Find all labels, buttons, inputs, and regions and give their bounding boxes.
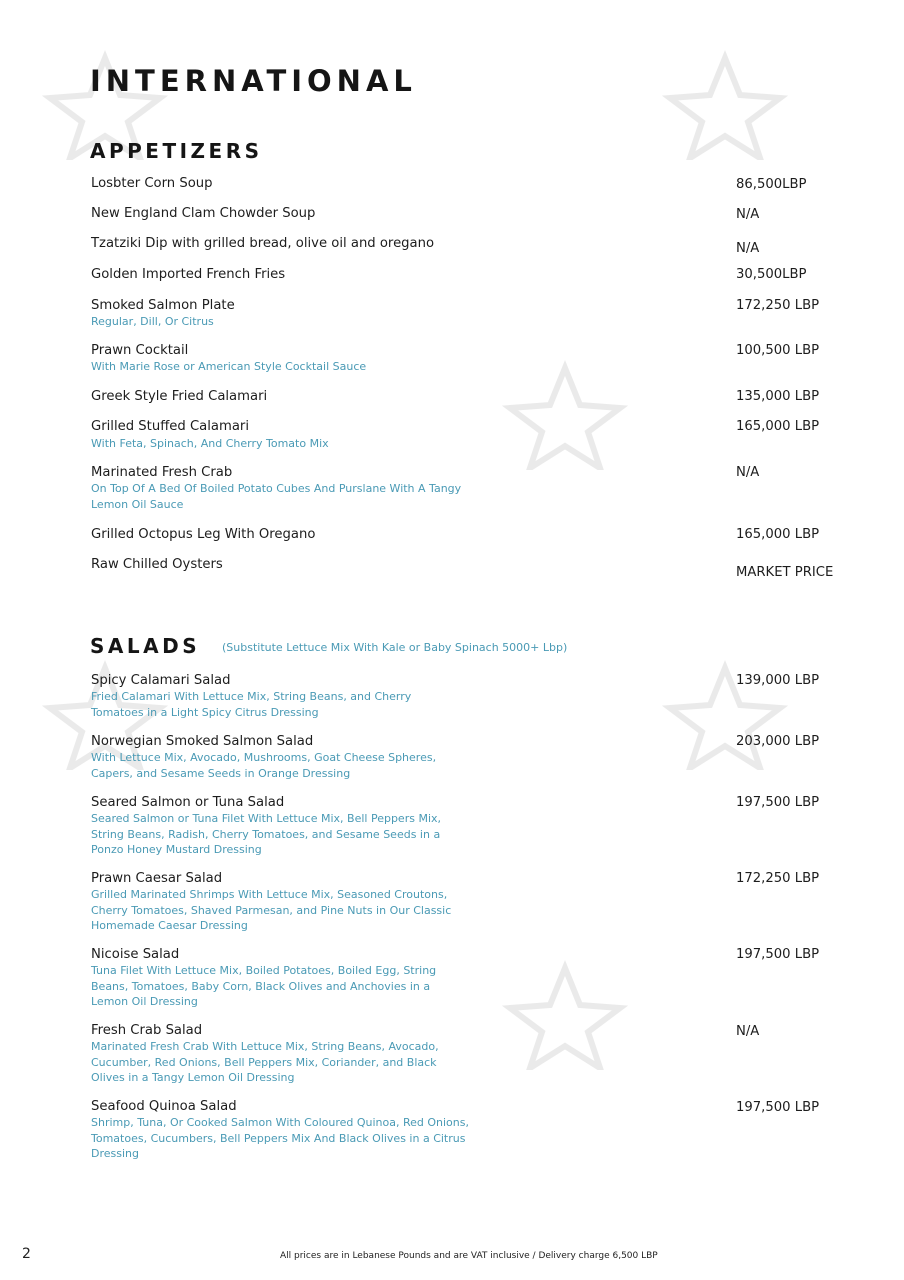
item-name: Marinated Fresh Crab (91, 465, 233, 480)
item-description: Grilled Marinated Shrimps With Lettuce Mix, Seasoned Croutons, Cherry Tomatoes, Shaved Parmesan, and Pine Nuts in Our Classic Homemade Caesar Dressing (91, 888, 452, 932)
item-name: New England Clam Chowder Soup (91, 206, 316, 221)
item-name: Smoked Salmon Plate (91, 298, 235, 313)
item-name: Grilled Octopus Leg With Oregano (91, 527, 316, 542)
page-number: 2 (22, 1246, 31, 1262)
item-price: 100,500 LBP (736, 343, 820, 358)
item-name: Norwegian Smoked Salmon Salad (91, 734, 314, 749)
item-price: 197,500 LBP (736, 795, 820, 810)
item-price: N/A (736, 207, 760, 222)
item-price: N/A (736, 241, 760, 256)
item-name: Seared Salmon or Tuna Salad (91, 795, 285, 810)
item-description: Regular, Dill, Or Citrus (91, 315, 214, 328)
item-description: With Lettuce Mix, Avocado, Mushrooms, Goat Cheese Spheres, Capers, and Sesame Seeds in Orange Dressing (91, 751, 437, 780)
item-price: 172,250 LBP (736, 298, 820, 313)
item-description: With Marie Rose or American Style Cocktail Sauce (91, 360, 367, 373)
item-price: 139,000 LBP (736, 673, 820, 688)
item-description: Marinated Fresh Crab With Lettuce Mix, String Beans, Avocado, Cucumber, Red Onions, Bell Peppers Mix, Coriander, and Black Olives in a Tangy Lemon Oil Dressing (91, 1040, 439, 1084)
item-name: Tzatziki Dip with grilled bread, olive oil and oregano (91, 236, 435, 251)
item-price: 172,250 LBP (736, 871, 820, 886)
item-price: 165,000 LBP (736, 419, 820, 434)
item-name: Prawn Cocktail (91, 343, 189, 358)
item-name: Spicy Calamari Salad (91, 673, 231, 688)
item-name: Losbter Corn Soup (91, 176, 213, 191)
item-price: MARKET PRICE (736, 565, 834, 580)
section-title-appetizers: APPETIZERS (90, 139, 263, 163)
item-description: Shrimp, Tuna, Or Cooked Salmon With Coloured Quinoa, Red Onions, Tomatoes, Cucumbers, Bell Peppers Mix And Black Olives in a Citrus Dressing (91, 1116, 469, 1160)
watermark-logo (500, 960, 630, 1074)
item-price: 86,500LBP (736, 177, 807, 192)
item-description: On Top Of A Bed Of Boiled Potato Cubes And Purslane With A Tangy Lemon Oil Sauce (91, 482, 462, 511)
item-price: N/A (736, 1024, 760, 1039)
item-name: Nicoise Salad (91, 947, 180, 962)
item-name: Golden Imported French Fries (91, 267, 286, 282)
item-price: 135,000 LBP (736, 389, 820, 404)
item-name: Greek Style Fried Calamari (91, 389, 268, 404)
item-name: Raw Chilled Oysters (91, 557, 223, 572)
item-description: Tuna Filet With Lettuce Mix, Boiled Potatoes, Boiled Egg, String Beans, Tomatoes, Baby Corn, Black Olives and Anchovies in a Lemon Oil Dressing (91, 964, 437, 1008)
item-name: Seafood Quinoa Salad (91, 1099, 237, 1114)
watermark-logo (660, 50, 790, 164)
footer-note: All prices are in Lebanese Pounds and are VAT inclusive / Delivery charge 6,500 LBP (280, 1251, 658, 1261)
item-price: 30,500LBP (736, 267, 807, 282)
page-title: INTERNATIONAL (90, 64, 417, 98)
item-name: Fresh Crab Salad (91, 1023, 203, 1038)
item-price: 197,500 LBP (736, 947, 820, 962)
item-name: Prawn Caesar Salad (91, 871, 223, 886)
item-price: N/A (736, 465, 760, 480)
item-description: Seared Salmon or Tuna Filet With Lettuce Mix, Bell Peppers Mix, String Beans, Radish, Cherry Tomatoes, and Sesame Seeds in a Ponzo Honey Mustard Dressing (91, 812, 442, 856)
item-name: Grilled Stuffed Calamari (91, 419, 250, 434)
salads-substitution-note: (Substitute Lettuce Mix With Kale or Baby Spinach 5000+ Lbp) (222, 641, 568, 654)
item-description: Fried Calamari With Lettuce Mix, String Beans, and Cherry Tomatoes in a Light Spicy Citrus Dressing (91, 690, 412, 719)
item-price: 197,500 LBP (736, 1100, 820, 1115)
section-title-salads: SALADS (90, 634, 201, 658)
item-price: 203,000 LBP (736, 734, 820, 749)
item-description: With Feta, Spinach, And Cherry Tomato Mix (91, 437, 329, 450)
watermark-logo (500, 360, 630, 474)
item-price: 165,000 LBP (736, 527, 820, 542)
